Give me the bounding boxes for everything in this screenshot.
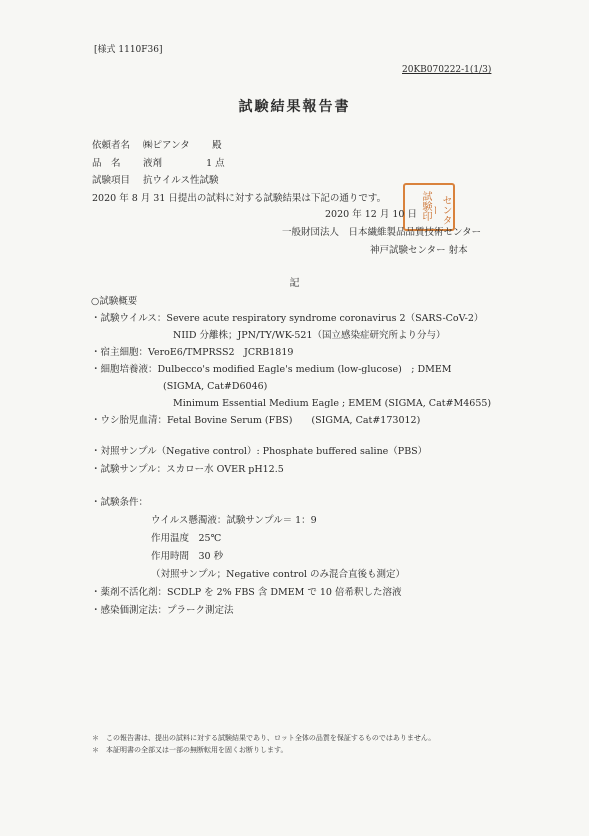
issuer-organization: 一般財団法人 日本繊維製品品質技術センター — [282, 227, 482, 238]
section-heading: ○試験概要 — [91, 296, 138, 307]
virus-line: ・試験ウイルス：Severe acute respiratory syndrome coronavirus 2（SARS-CoV-2） — [91, 313, 484, 324]
client-row — [92, 137, 222, 151]
product-value: 液剤 — [143, 158, 163, 169]
condition-temperature: 作用温度 25℃ — [151, 533, 222, 544]
condition-ratio: ウイルス懸濁液：試験サンプル＝ 1：9 — [151, 515, 317, 526]
medium-2-line: Minimum Essential Medium Eagle ; EMEM (SIGMA, Cat#M4655) — [173, 398, 492, 409]
medium-sigma-line: (SIGMA, Cat#D6046) — [163, 381, 268, 392]
control-sample-line: ・対照サンプル（Negative control）: Phosphate buffered saline（PBS） — [91, 446, 428, 457]
product-row — [92, 155, 225, 169]
conditions-heading: ・試験条件： — [91, 497, 149, 508]
ki-heading: 記 — [289, 278, 300, 289]
test-item-row — [92, 172, 218, 186]
test-sample-line: ・試験サンプル：スカロー水 OVER pH12.5 — [91, 464, 284, 475]
medium-line: ・細胞培養液：Dulbecco's modified Eagle's medium (low-glucose) ; DMEM — [91, 364, 452, 375]
virus-source-line: NIID 分離株；JPN/TY/WK-521（国立感染症研究所より分与） — [173, 330, 446, 341]
host-cell-line: ・宿主細胞：VeroE6/TMPRSS2 JCRB1819 — [91, 347, 294, 358]
page-title: 試験結果報告書 — [238, 99, 351, 115]
client-value: ㈱ピアンタ — [143, 140, 190, 151]
official-seal — [403, 183, 455, 231]
footnote-1: ＊ この報告書は、提出の試料に対する試験結果であり、ロット全体の品質を保証するものではありません。 — [92, 734, 436, 742]
fbs-line: ・ウシ胎児血清：Fetal Bovine Serum (FBS) (SIGMA, Cat#173012) — [91, 415, 421, 426]
issue-date: 2020 年 12 月 10 日 — [325, 209, 417, 220]
product-label: 品 名 — [92, 158, 121, 169]
client-label: 依頼者名 — [92, 140, 131, 151]
seal-text-right: センター — [428, 195, 451, 225]
neutralizer-line: ・薬剤不活化剤：SCDLP を 2% FBS 含 DMEM で 10 倍希釈した溶液 — [91, 587, 402, 598]
test-value: 抗ウイルス性試験 — [143, 175, 219, 186]
method-line: ・感染価測定法：プラーク測定法 — [91, 605, 234, 616]
statement: 2020 年 8 月 31 日提出の試料に対する試験結果は下記の通りです。 — [92, 193, 387, 204]
form-number: [様式 1110F36] — [94, 45, 163, 55]
product-qty: 1 点 — [206, 158, 225, 169]
condition-time: 作用時間 30 秒 — [151, 551, 224, 562]
client-suffix: 殿 — [212, 140, 222, 151]
document-number: 20KB070222-1(1/3) — [402, 65, 492, 75]
seal-text-left: 試験印 — [420, 191, 431, 221]
condition-note: （対照サンプル；Negative control のみ混合直後も測定） — [151, 569, 405, 580]
footnote-2: ＊ 本証明書の全部又は一部の無断転用を固くお断りします。 — [92, 746, 288, 754]
test-label: 試験項目 — [92, 175, 131, 186]
issuer-center: 神戸試験センター 射本 — [370, 245, 468, 256]
